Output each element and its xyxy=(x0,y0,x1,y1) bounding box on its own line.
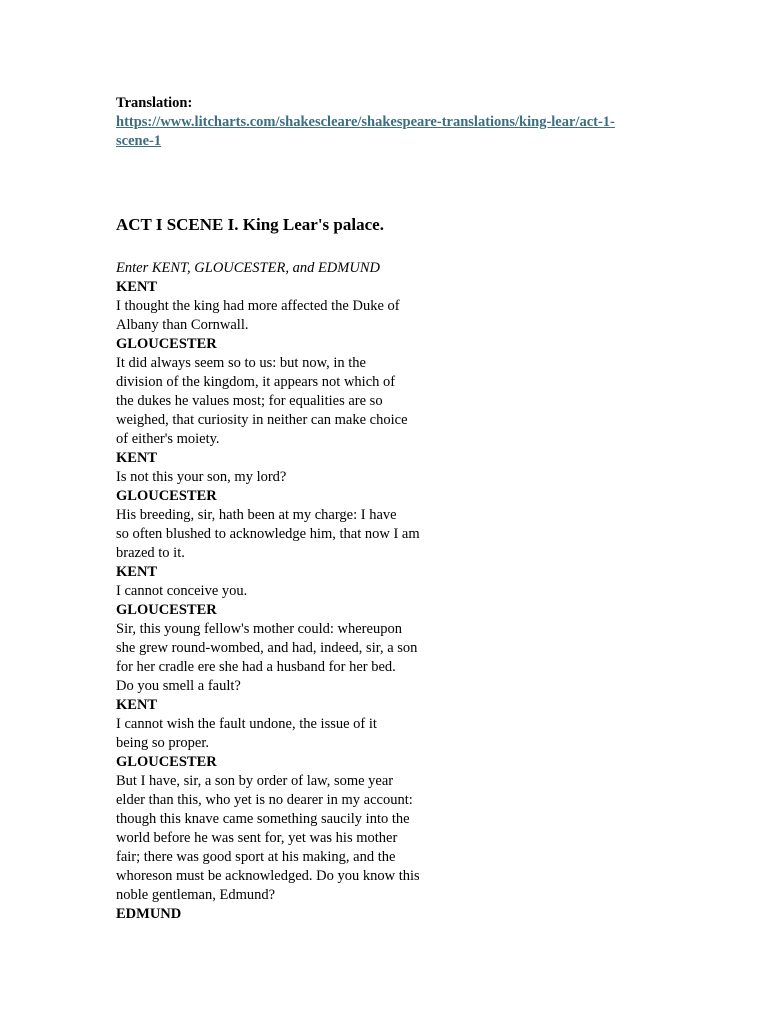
speaker-name: EDMUND xyxy=(116,906,182,922)
dialogue-line: of either's moiety. xyxy=(116,431,220,447)
dialogue-line: Sir, this young fellow's mother could: whereupon xyxy=(116,621,402,637)
dialogue-line: Albany than Cornwall. xyxy=(116,317,249,333)
dialogue-line: fair; there was good sport at his making, and the xyxy=(116,849,396,865)
dialogue-line: division of the kingdom, it appears not which of xyxy=(116,374,396,390)
speaker-name: KENT xyxy=(116,279,158,295)
dialogue-line: I thought the king had more affected the Duke of xyxy=(116,298,400,314)
dialogue-line: weighed, that curiosity in neither can make choice xyxy=(116,412,408,428)
dialogue-line: His breeding, sir, hath been at my charge: I have xyxy=(116,507,397,523)
translation-label: Translation: xyxy=(116,95,193,111)
dialogue-line: Do you smell a fault? xyxy=(116,678,241,694)
translation-link-line-2: scene-1 xyxy=(116,133,162,149)
dialogue-line: I cannot wish the fault undone, the issue of it xyxy=(116,716,377,732)
dialogue-line: she grew round-wombed, and had, indeed, sir, a son xyxy=(116,640,418,656)
translation-link-line-1: https://www.litcharts.com/shakescleare/shakespeare-translations/king-lear/act-1- xyxy=(116,114,615,130)
dialogue-line: brazed to it. xyxy=(116,545,185,561)
scene-title: ACT I SCENE I. King Lear's palace. xyxy=(116,215,384,234)
speaker-name: GLOUCESTER xyxy=(116,754,217,770)
document-page xyxy=(116,94,716,922)
translation-block xyxy=(116,94,716,151)
dialogue-line: But I have, sir, a son by order of law, some year xyxy=(116,773,394,789)
dialogue-line: elder than this, who yet is no dearer in my account: xyxy=(116,792,413,808)
speaker-name: KENT xyxy=(116,697,158,713)
speaker-name: GLOUCESTER xyxy=(116,602,217,618)
dialogue-line: It did always seem so to us: but now, in the xyxy=(116,355,366,371)
speaker-name: GLOUCESTER xyxy=(116,336,217,352)
speaker-name: KENT xyxy=(116,564,158,580)
play-text xyxy=(116,259,456,924)
stage-direction: Enter KENT, GLOUCESTER, and EDMUND xyxy=(116,260,380,276)
speaker-name: GLOUCESTER xyxy=(116,488,217,504)
dialogue-line: Is not this your son, my lord? xyxy=(116,469,287,485)
dialogue-line: I cannot conceive you. xyxy=(116,583,248,599)
dialogue-line: being so proper. xyxy=(116,735,210,751)
dialogue-line: the dukes he values most; for equalities are so xyxy=(116,393,383,409)
speaker-name: KENT xyxy=(116,450,158,466)
dialogue-line: though this knave came something saucily into the xyxy=(116,811,410,827)
translation-link[interactable] xyxy=(116,113,656,151)
dialogue-line: so often blushed to acknowledge him, that now I am xyxy=(116,526,420,542)
dialogue-line: for her cradle ere she had a husband for her bed. xyxy=(116,659,396,675)
dialogue-line: noble gentleman, Edmund? xyxy=(116,887,276,903)
dialogue-line: whoreson must be acknowledged. Do you know this xyxy=(116,868,420,884)
dialogue-line: world before he was sent for, yet was his mother xyxy=(116,830,398,846)
